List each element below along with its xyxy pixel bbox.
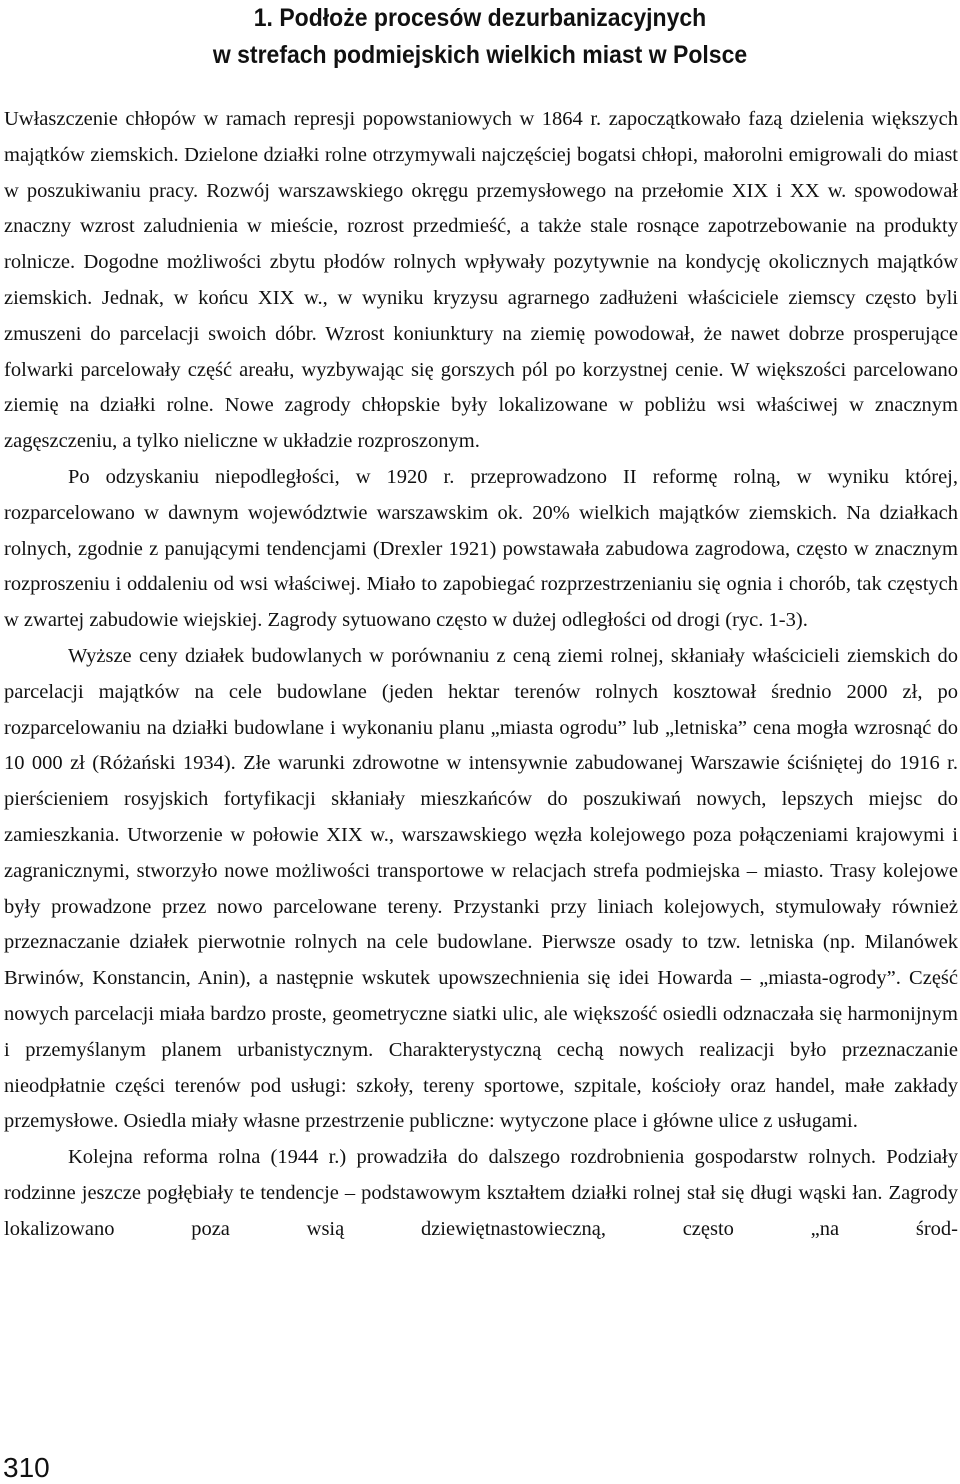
chapter-title-line-1: 1. Podłoże procesów dezurbanizacyjnych bbox=[253, 4, 707, 32]
chapter-title-line-2: w strefach podmiejskich wielkich miast w Polsce bbox=[212, 41, 748, 69]
page-number: 310 bbox=[3, 1452, 50, 1483]
chapter-title bbox=[38, 0, 921, 74]
paragraph-1: Uwłaszczenie chłopów w ramach represji popowstaniowych w 1864 r. zapoczątkowało fazą dzielenia większych majątków ziemskich. Dzielone działki rolne otrzymywali najczęściej bogatsi chłopi, małorolni emigrowali do miast w poszukiwaniu pracy. Rozwój warszawskiego okręgu przemysłowego na przełomie XIX i XX w. spowodował znaczny wzrost zaludnienia w mieście, rozrost przedmieść, a także stale rosnące zapotrzebowanie na produkty rolnicze. Dogodne możliwości zbytu płodów rolnych wpływały pozytywnie na kondycję okolicznych majątków ziemskich. Jednak, w końcu XIX w., w wyniku kryzysu agrarnego zadłużeni właściciele ziemscy często byli zmuszeni do parcelacji swoich dóbr. Wzrost koniunktury na ziemię powodował, że nawet dobrze prosperujące folwarki parcelowały część areału, wyzbywając się gorszych pól po korzystnej cenie. W większości parcelowano ziemię na działki rolne. Nowe zagrody chłopskie były lokalizowane w pobliżu wsi właściwej w znacznym zagęszczeniu, a tylko nieliczne w układzie rozproszonym. bbox=[4, 108, 958, 453]
paragraph-3: Wyższe ceny działek budowlanych w porównaniu z ceną ziemi rolnej, skłaniały właścicieli ziemskich do parcelacji majątków na cele budowlane (jeden hektar terenów rolnych kosztował średnio 2000 zł, po rozparcelowaniu na działki budowlane i wykonaniu planu „miasta ogrodu” lub „letniska” cena mogła wzrosnąć do 10 000 zł (Różański 1934). Złe warunki zdrowotne w intensywnie zabudowanej Warszawie ściśniętej do 1916 r. pierścieniem rosyjskich fortyfikacji skłaniały mieszkańców do poszukiwań nowych, lepszych miejsc do zamieszkania. Utworzenie w połowie XIX w., warszawskiego węzła kolejowego poza połączeniami krajowymi i zagranicznymi, stworzyło nowe możliwości transportowe w relacjach strefa podmiejska – miasto. Trasy kolejowe były prowadzone przez nowo parcelowane tereny. Przystanki przy liniach kolejowych, stymulowały również przeznaczanie działek pierwotnie rolnych na cele budowlane. Pierwsze osady to tzw. letniska (np. Milanówek Brwinów, Konstancin, Anin), a następnie wskutek upowszechnienia się idei Howarda – „miasta-ogrody”. Część nowych parcelacji miała bardzo proste, geometryczne siatki ulic, ale większość osiedli odznaczała się harmonijnym i przemyślanym planem urbanistycznym. Charakterystyczną cechą nowych realizacji było przeznaczanie nieodpłatnie części terenów pod usługi: szkoły, tereny sportowe, szpitale, kościoły oraz handel, małe zakłady przemysłowe. Osiedla miały własne przestrzenie publiczne: wytyczone place i główne ulice z usługami. bbox=[4, 644, 958, 1133]
paragraph-4: Kolejna reforma rolna (1944 r.) prowadziła do dalszego rozdrobnienia gospodarstw rolnych. Podziały rodzinne jeszcze pogłębiały te tendencje – podstawowym kształtem działki rolnej stał się długi wąski łan. Zagrody lokalizowano poza wsią dziewiętnastowieczną, często „na środ- bbox=[4, 1146, 958, 1240]
body-text bbox=[4, 102, 958, 1248]
paragraph-2: Po odzyskaniu niepodległości, w 1920 r. przeprowadzono II reformę rolną, w wyniku której, rozparcelowano w dawnym województwie warszawskim ok. 20% wielkich majątków ziemskich. Na działkach rolnych, zgodnie z panującymi tendencjami (Drexler 1921) powstawała zabudowa zagrodowa, często w znacznym rozproszeniu i oddaleniu od wsi właściwej. Miało to zapobiegać rozprzestrzenianiu się ognia i chorób, tak częstych w zwartej zabudowie wiejskiej. Zagrody sytuowano często w dużej odległości od drogi (ryc. 1-3). bbox=[4, 465, 958, 632]
